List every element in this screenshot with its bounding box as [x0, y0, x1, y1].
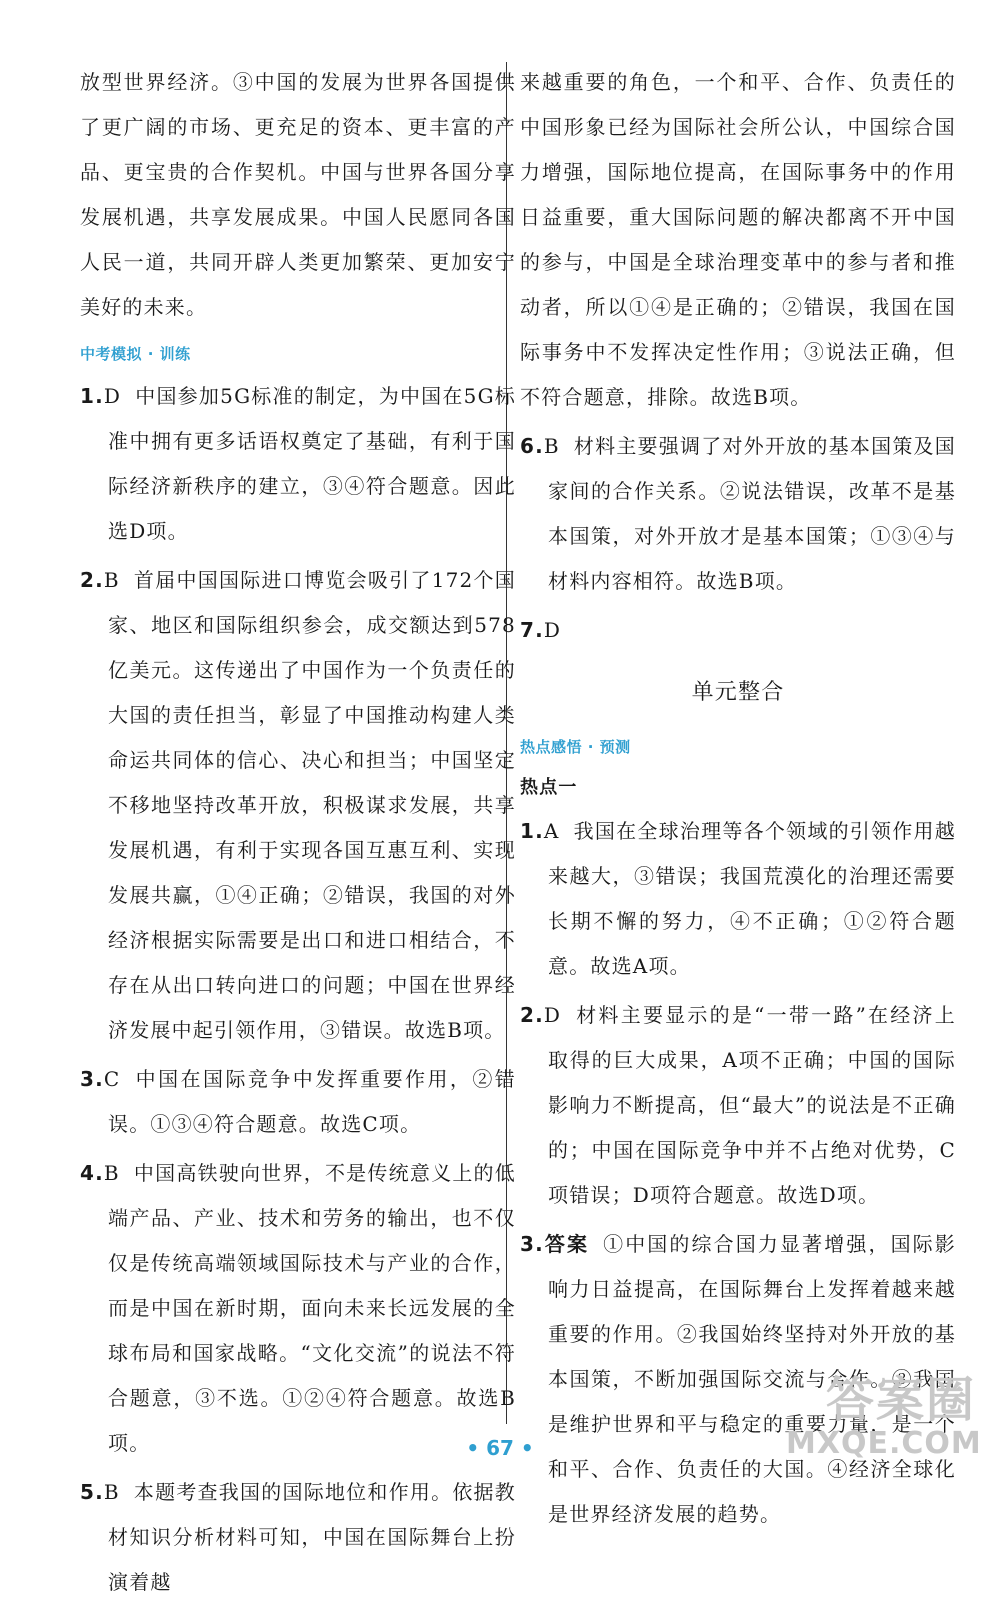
hot-topic-heading: 热点一 — [520, 777, 578, 798]
answer-letter: C — [103, 1067, 121, 1091]
explanation-text: 首届中国国际进口博览会吸引了172个国家、地区和国际组织参会，成交额达到578亿美元。这传递出了中国作为一个负责任的大国的责任担当，彰显了中国推动构建人类命运共同体的信心、决心和担当；中国坚定不移地坚持改革开放，积极谋求发展，共享发展机遇，有利于实现各国互惠互利、实现发展共赢，①④正确；②错误，我国的对外经济根据实际需要是出口和进口相结合，不存在从出口转向进口的问题；中国在世界经济发展中起引领作用，③错误。故选B项。 — [108, 568, 516, 1042]
watermark-url: MXQE.COM — [786, 1425, 982, 1461]
explanation-text: 中国参加5G标准的制定，为中国在5G标准中拥有更多话语权奠定了基础，有利于国际经济新秩序的建立，③④符合题意。因此选D项。 — [108, 384, 516, 543]
question-item — [80, 1151, 516, 1466]
question-number: 5. — [80, 1480, 104, 1504]
unit-title: 单元整合 — [691, 680, 785, 705]
question-number: 3. — [520, 1232, 544, 1256]
explanation-text: 材料主要强调了对外开放的基本国策及国家间的合作关系。②说法错误，改革不是基本国策，对外开放才是基本国策；①③④与材料内容相符。故选B项。 — [548, 434, 956, 593]
explanation-text: 我国在全球治理等各个领域的引领作用越来越大，③错误；我国荒漠化的治理还需要长期不懈的努力，④不正确；①②符合题意。故选A项。 — [548, 819, 956, 978]
answer-letter: D — [543, 1003, 562, 1027]
watermark-logo — [786, 1372, 982, 1484]
question-item — [80, 1470, 516, 1605]
watermark-text: 答案圈 — [825, 1372, 976, 1428]
explanation-text: 材料主要显示的是“一带一路”在经济上取得的巨大成果，A项不正确；中国的国际影响力不断提高，但“最大”的说法是不正确的；中国在国际竞争中并不占绝对优势，C项错误；D项符合题意。故选D项。 — [548, 1003, 956, 1207]
answer-letter: A — [543, 819, 560, 843]
question-item — [520, 993, 956, 1218]
intro-paragraph: 放型世界经济。③中国的发展为世界各国提供了更广阔的市场、更充足的资本、更丰富的产品、更宝贵的合作契机。中国与世界各国分享发展机遇，共享发展成果。中国人民愿同各国人民一道，共同开辟人类更加繁荣、更加安宁美好的未来。 — [80, 70, 516, 319]
answer-text: ①中国的综合国力显著增强，国际影响力日益提高，在国际舞台上发挥着越来越重要的作用。②我国始终坚持对外开放的基本国策，不断加强国际交流与合作。③我国是维护世界和平与稳定的重要力量，是一个和平、合作、负责任的大国。④经济全球化是世界经济发展的趋势。 — [548, 1232, 957, 1526]
answer-letter: B — [103, 568, 120, 592]
question-number: 7. — [520, 618, 544, 642]
page-number: • 67 • — [466, 1436, 534, 1460]
question-item — [80, 374, 516, 554]
answer-label: 答案 — [543, 1232, 590, 1256]
answer-letter: B — [543, 434, 560, 458]
question-number: 3. — [80, 1067, 104, 1091]
question-item — [520, 608, 956, 653]
explanation-text: 中国高铁驶向世界，不是传统意义上的低端产品、产业、技术和劳务的输出，也不仅仅是传统高端领域国际技术与产业的合作，而是中国在新时期，面向未来长远发展的全球布局和国家战略。“文化交流”的说法不符合题意，③不选。①②④符合题意。故选B项。 — [108, 1161, 516, 1455]
question-number: 2. — [80, 568, 104, 592]
explanation-text: 本题考查我国的国际地位和作用。依据教材知识分析材料可知，中国在国际舞台上扮演着越 — [108, 1480, 516, 1594]
explanation-text: 中国在国际竞争中发挥重要作用，②错误。①③④符合题意。故选C项。 — [108, 1067, 516, 1136]
question-number: 4. — [80, 1161, 104, 1185]
question-number: 2. — [520, 1003, 544, 1027]
left-column — [80, 60, 516, 1609]
answer-letter: B — [103, 1480, 120, 1504]
question-item — [80, 1057, 516, 1147]
answer-letter: D — [543, 618, 562, 642]
question-number: 6. — [520, 434, 544, 458]
continuation-paragraph: 来越重要的角色，一个和平、合作、负责任的中国形象已经为国际社会所公认，中国综合国力增强，国际地位提高，在国际事务中的作用日益重要，重大国际问题的解决都离不开中国的参与，中国是全球治理变革中的参与者和推动者，所以①④是正确的；②错误，我国在国际事务中不发挥决定性作用；③说法正确，但不符合题意，排除。故选B项。 — [520, 70, 956, 409]
question-number: 1. — [80, 384, 104, 408]
question-item — [520, 809, 956, 989]
question-number: 1. — [520, 819, 544, 843]
section-heading-hot-topics: 热点感悟 · 预测 — [520, 738, 631, 756]
question-item — [80, 558, 516, 1053]
question-item — [520, 424, 956, 604]
answer-letter: D — [103, 384, 122, 408]
right-column — [520, 60, 956, 1541]
answer-letter: B — [103, 1161, 120, 1185]
section-heading-exam-practice: 中考模拟 · 训练 — [80, 345, 191, 363]
